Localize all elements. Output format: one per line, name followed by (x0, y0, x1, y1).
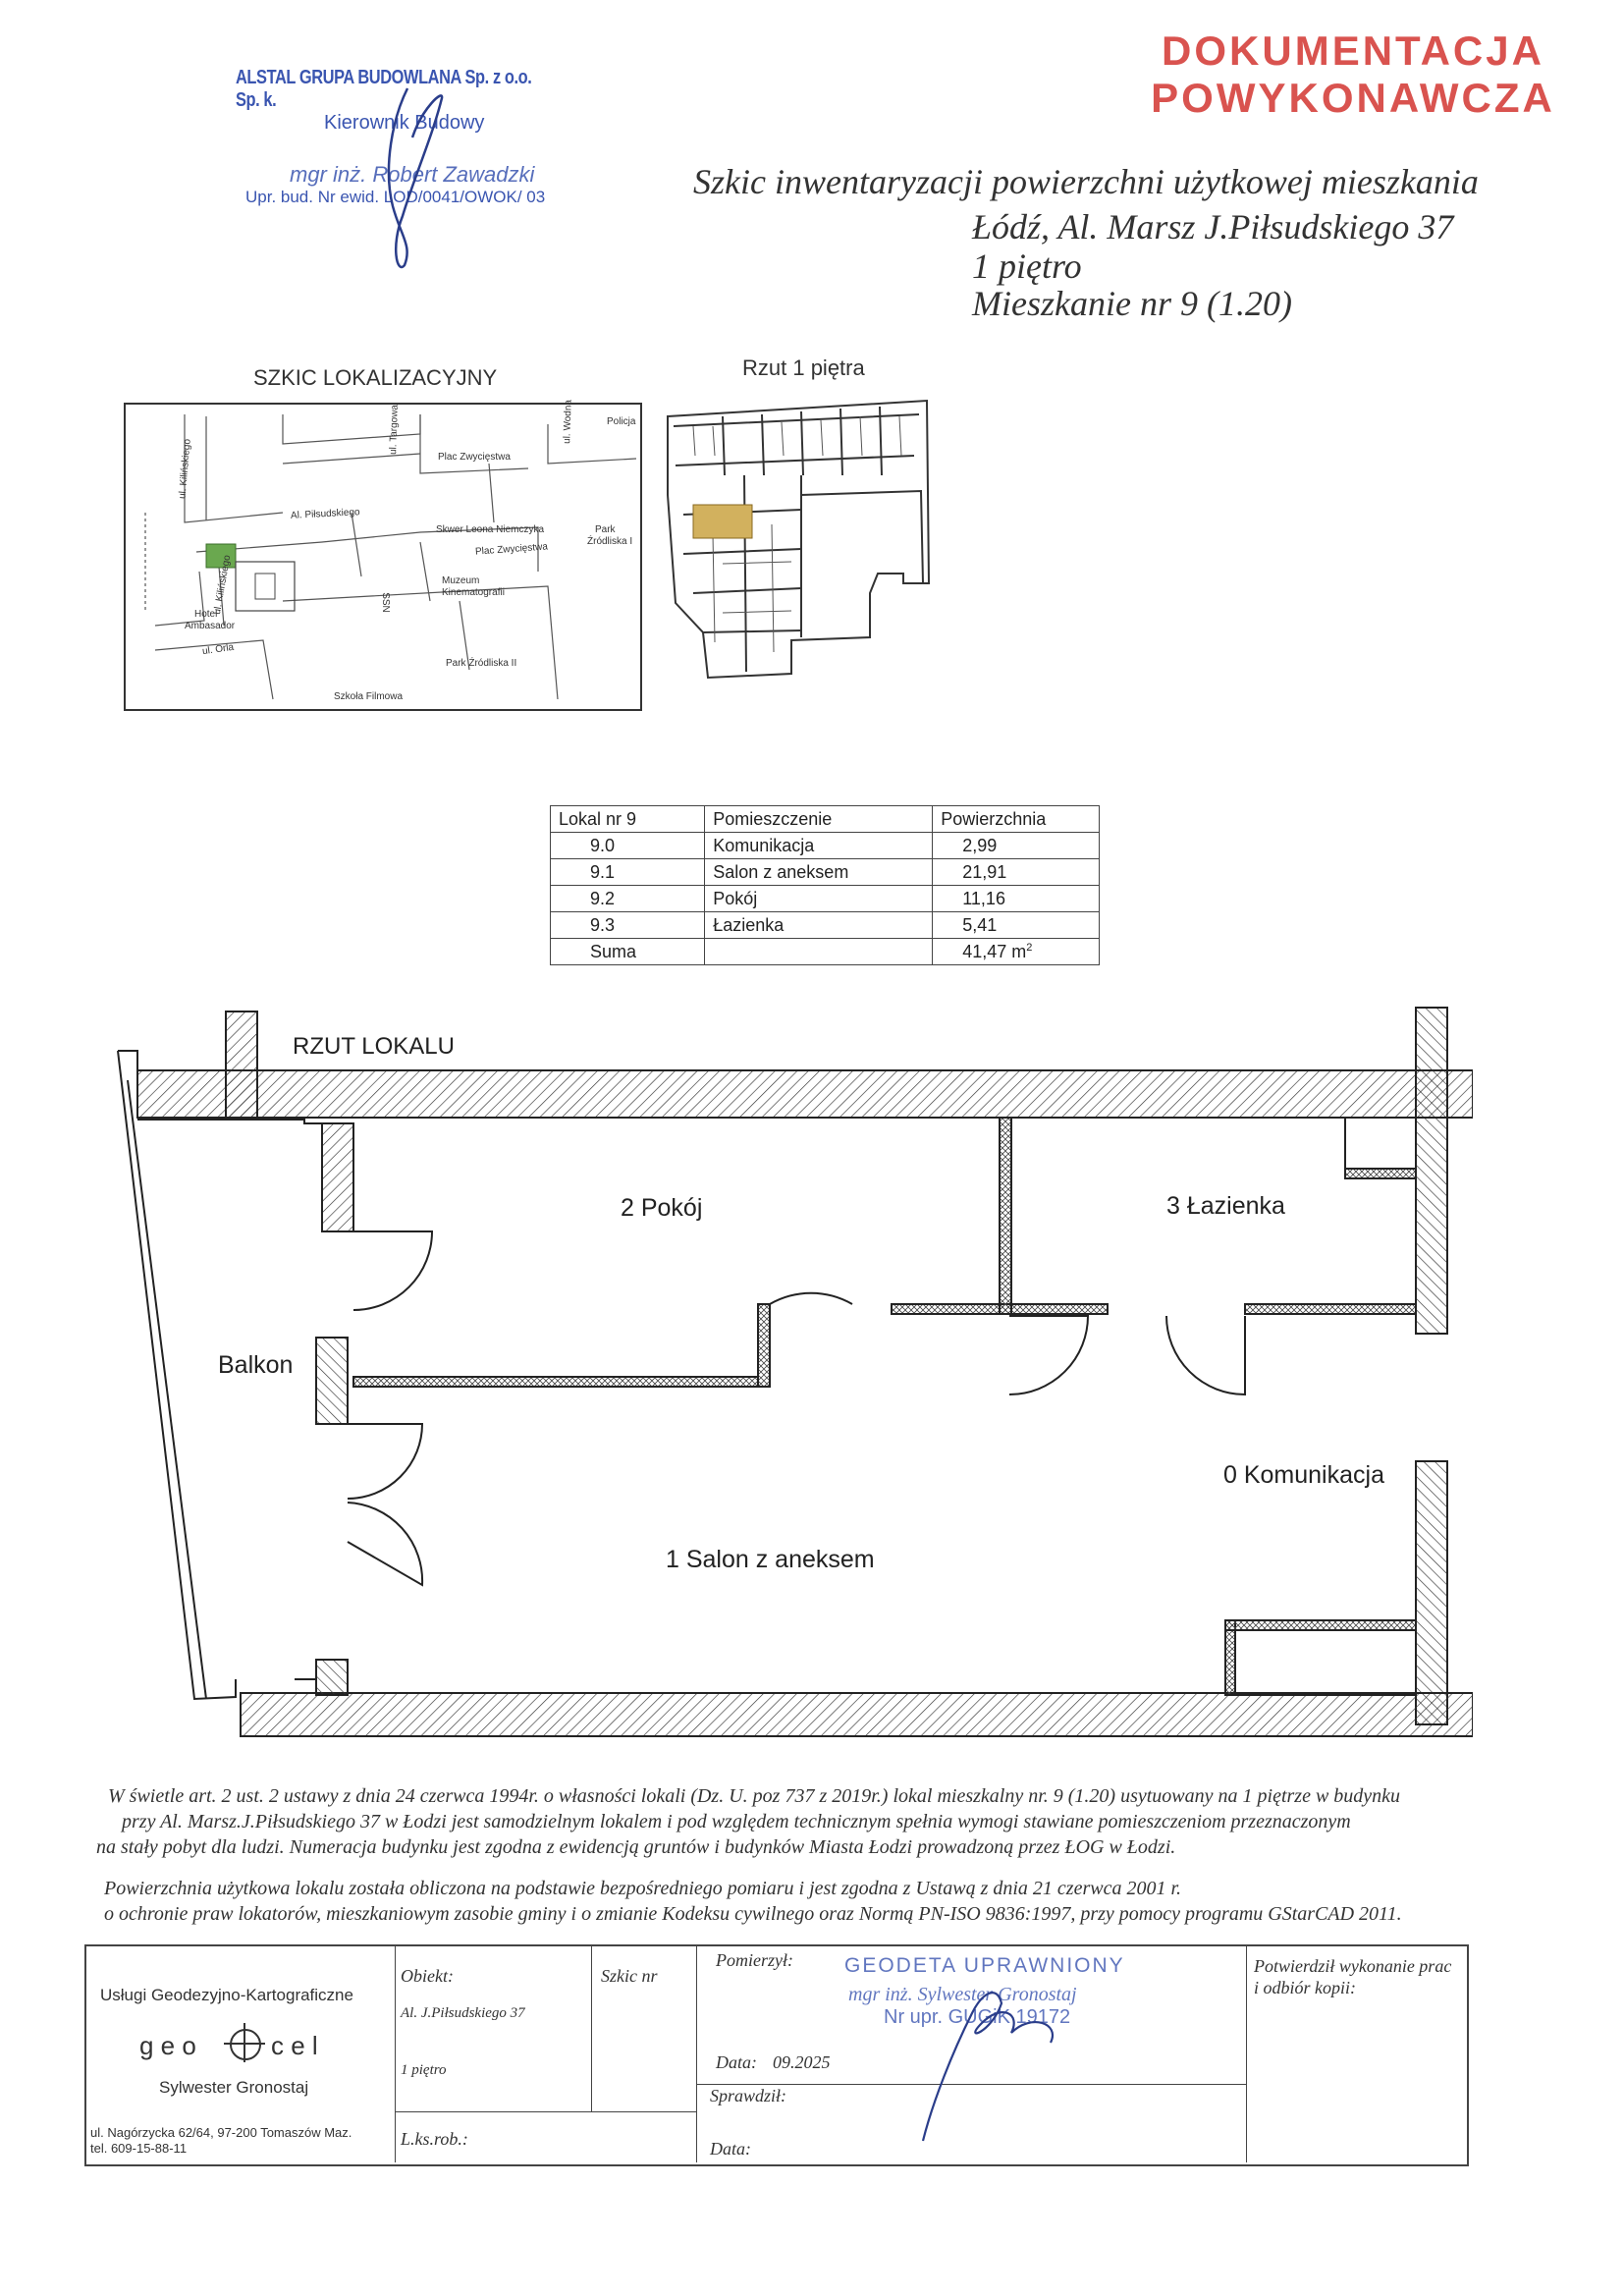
obiekt-floor: 1 piętro (401, 2062, 447, 2078)
logo-left: g e o (139, 2031, 196, 2060)
room-name: Pokój (705, 886, 933, 912)
room-name: Salon z aneksem (705, 859, 933, 886)
label-skwer: Skwer Leona Niemczyka (436, 524, 545, 535)
szkic-label: Szkic nr (601, 1966, 658, 1986)
potwierdzil-line-1: Potwierdził wykonanie prac (1254, 1956, 1452, 1976)
sum-value (933, 939, 1100, 965)
room-label-balkon: Balkon (218, 1351, 294, 1379)
szkic-cell (591, 1946, 697, 2112)
stamp-line-1: DOKUMENTACJA (1162, 27, 1544, 74)
location-map-title: SZKIC LOKALIZACYJNY (253, 365, 498, 390)
title-block (84, 1944, 1469, 2166)
room-area: 11,16 (933, 886, 1100, 912)
company-name: Usługi Geodezyjno-Kartograficzne (100, 1986, 353, 2004)
company-address: ul. Nagórzycka 62/64, 97-200 Tomaszów Maz. (90, 2125, 352, 2140)
alstal-company: ALSTAL GRUPA BUDOWLANA Sp. z o.o. Sp. k. (236, 67, 532, 111)
label-wodna: ul. Wodna (562, 399, 574, 445)
label-policja: Policja (607, 416, 636, 427)
room-label-pokoj: 2 Pokój (621, 1194, 703, 1222)
room-no: 9.3 (551, 912, 705, 939)
obiekt-value: Al. J.Piłsudskiego 37 (401, 2005, 525, 2021)
room-no: 9.1 (551, 859, 705, 886)
lksrob-cell (395, 2111, 697, 2162)
floor-plan-thumbnail (664, 387, 939, 687)
table-row (551, 912, 1100, 939)
address: Łódź, Al. Marsz J.Piłsudskiego 37 (972, 207, 1454, 246)
potwierdzil-line-2: i odbiór kopii: (1254, 1978, 1356, 1997)
pomierzyl-label: Pomierzył: (716, 1950, 793, 1970)
room-label-komunikacja: 0 Komunikacja (1223, 1461, 1384, 1489)
apartment-highlight (693, 505, 752, 538)
wall-right-upper (1416, 1118, 1447, 1334)
floor: 1 piętro (972, 246, 1082, 286)
company-owner: Sylwester Gronostaj (159, 2078, 309, 2097)
stamp-line-2: POWYKONAWCZA (1151, 75, 1555, 121)
legal-note-line: Powierzchnia użytkowa lokalu została obliczona na podstawie bezpośredniego pomiaru i jest zgodna z Ustawą z dnia 21 czerwca 2001 r. (104, 1878, 1182, 1899)
wall-left-2 (316, 1338, 348, 1424)
sum-empty (705, 939, 933, 965)
logo-right: c e l (271, 2031, 318, 2060)
table-header-cell: Lokal nr 9 (551, 806, 705, 833)
location-map (124, 399, 642, 711)
potwierdzil-cell (1246, 1946, 1465, 2162)
sum-unit-sup: 2 (1026, 941, 1033, 954)
logo-crosshair-icon (230, 2029, 261, 2060)
label-park-1a: Park (595, 524, 616, 535)
alstal-name: mgr inż. Robert Zawadzki (290, 162, 535, 187)
wall-right-lower (1416, 1461, 1447, 1724)
floor-plan-title: Rzut 1 piętra (742, 355, 865, 380)
legal-note-1 (96, 1783, 1522, 1860)
label-muzeum-2: Kinematografii (442, 587, 505, 598)
logo-crosshair-v (244, 2023, 245, 2062)
dokumentacja-stamp (1137, 27, 1569, 122)
company-phone: tel. 609-15-88-11 (90, 2141, 188, 2156)
geodeta-signature (864, 1954, 1080, 2151)
doors (348, 1231, 1245, 1585)
legal-note-line: przy Al. Marsz.J.Piłsudskiego 37 w Łodzi jest samodzielnym lokalem i pod względem technicznym spełnia wymogi stawiane pomieszczeniom przeznaczonym (122, 1811, 1351, 1832)
building-inner (255, 574, 275, 599)
room-no: 9.2 (551, 886, 705, 912)
room-area: 2,99 (933, 833, 1100, 859)
label-ssn: SSN (379, 592, 391, 613)
apartment-plan (98, 992, 1473, 1758)
location-map-streets (126, 405, 640, 709)
legal-note-line: o ochronie praw lokatorów, mieszkaniowym zasobie gminy i o zmianie Kodeksu cywilnego oraz Normą PN-ISO 9836:1997, przy pomocy programu GStarCAD 2011. (104, 1903, 1402, 1925)
legal-note-line: na stały pobyt dla ludzi. Numeracja budynku jest zgodna z ewidencją gruntów i budynków Miasta Łodzi prowadzoną przez ŁOG w Łodzi. (96, 1836, 1176, 1858)
label-targowa: ul. Targowa (388, 404, 401, 456)
table-row (551, 886, 1100, 912)
table-row (551, 859, 1100, 886)
wall-top (137, 1070, 1473, 1118)
sprawdzil-label: Sprawdził: (710, 2086, 787, 2105)
label-kilinskiego-1: ul. Kilińskiego (177, 438, 193, 500)
data-label: Data: (716, 2052, 757, 2072)
wall-bottom (241, 1693, 1473, 1736)
room-no: 9.0 (551, 833, 705, 859)
data-value: 09.2025 (773, 2052, 831, 2072)
label-muzeum-1: Muzeum (442, 575, 480, 586)
apartment: Mieszkanie nr 9 (1.20) (972, 284, 1292, 323)
label-hotel-2: Ambasador (185, 621, 236, 631)
kitchen-unit-top (1225, 1620, 1416, 1630)
room-name: Łazienka (705, 912, 933, 939)
wall-top-left-pillar (226, 1011, 257, 1118)
room-area: 21,91 (933, 859, 1100, 886)
sketch-title: Szkic inwentaryzacji powierzchni użytkowej mieszkania (693, 162, 1479, 201)
table-header-cell: Pomieszczenie (705, 806, 933, 833)
sum-value-text: 41,47 m (962, 941, 1027, 961)
shaft-lazienka-fill (1345, 1169, 1416, 1178)
kitchen-unit (1225, 1620, 1416, 1695)
wall-partition-pokoj-salon (353, 1377, 758, 1387)
room-name: Komunikacja (705, 833, 933, 859)
wall-partition-pokoj-door (758, 1304, 770, 1387)
label-park-1b: Źródliska I (587, 536, 633, 547)
label-park-2: Park Źródliska II (446, 658, 517, 669)
label-orla: ul. Orla (201, 641, 235, 658)
sum-label: Suma (551, 939, 705, 965)
rooms-table (550, 805, 1100, 965)
alstal-role: Kierownik Budowy (324, 112, 485, 134)
obiekt-cell (395, 1946, 592, 2112)
geodeta-license: Nr upr. GUGiK 19172 (884, 2006, 1071, 2028)
table-header-cell: Powierzchnia (933, 806, 1100, 833)
lksrob-label: L.ks.rob.: (401, 2129, 468, 2149)
label-szkola: Szkoła Filmowa (334, 691, 404, 702)
wall-left-1 (322, 1123, 353, 1231)
legal-note-line: W świetle art. 2 ust. 2 ustawy z dnia 24 czerwca 1994r. o własności lokali (Dz. U. poz 737 z 2019r.) lokal mieszkalny nr. 9 (1.20) usytuowany na 1 piętrze w budynku (108, 1785, 1401, 1807)
building-outline (236, 562, 295, 611)
wall-top-right-pillar (1416, 1008, 1447, 1118)
label-kilinskiego-2: ul. Kilińskiego (211, 554, 234, 616)
wall-lazienka-bottom (1245, 1304, 1416, 1314)
company-cell (86, 1946, 396, 2162)
wall-lazienka-left (1000, 1118, 1011, 1314)
label-pilsudskiego: Al. Piłsudskiego (290, 507, 360, 521)
table-header-row (551, 806, 1100, 833)
label-plac-1: Plac Zwycięstwa (438, 452, 511, 463)
label-hotel-1: Hotel (194, 609, 218, 620)
data2-label: Data: (710, 2139, 751, 2159)
geocel-logo (139, 2027, 365, 2062)
kierownik-signature (353, 79, 461, 275)
room-label-lazienka: 3 Łazienka (1166, 1192, 1285, 1220)
geodeta-title: GEODETA UPRAWNIONY (844, 1954, 1125, 1977)
room-label-salon: 1 Salon z aneksem (666, 1546, 875, 1573)
table-row (551, 833, 1100, 859)
label-plac-2: Plac Zwycięstwa (474, 541, 549, 558)
obiekt-label: Obiekt: (401, 1966, 454, 1986)
geodeta-name: mgr inż. Sylwester Gronostaj (848, 1984, 1077, 2005)
room-area: 5,41 (933, 912, 1100, 939)
legal-note-2 (104, 1876, 1518, 1927)
alstal-license: Upr. bud. Nr ewid. LOD/0041/OWOK/ 03 (245, 188, 546, 206)
kitchen-unit-edge (1225, 1620, 1235, 1695)
plan-title: RZUT LOKALU (293, 1033, 455, 1060)
wall-left-3 (316, 1660, 348, 1695)
table-sum-row (551, 939, 1100, 965)
